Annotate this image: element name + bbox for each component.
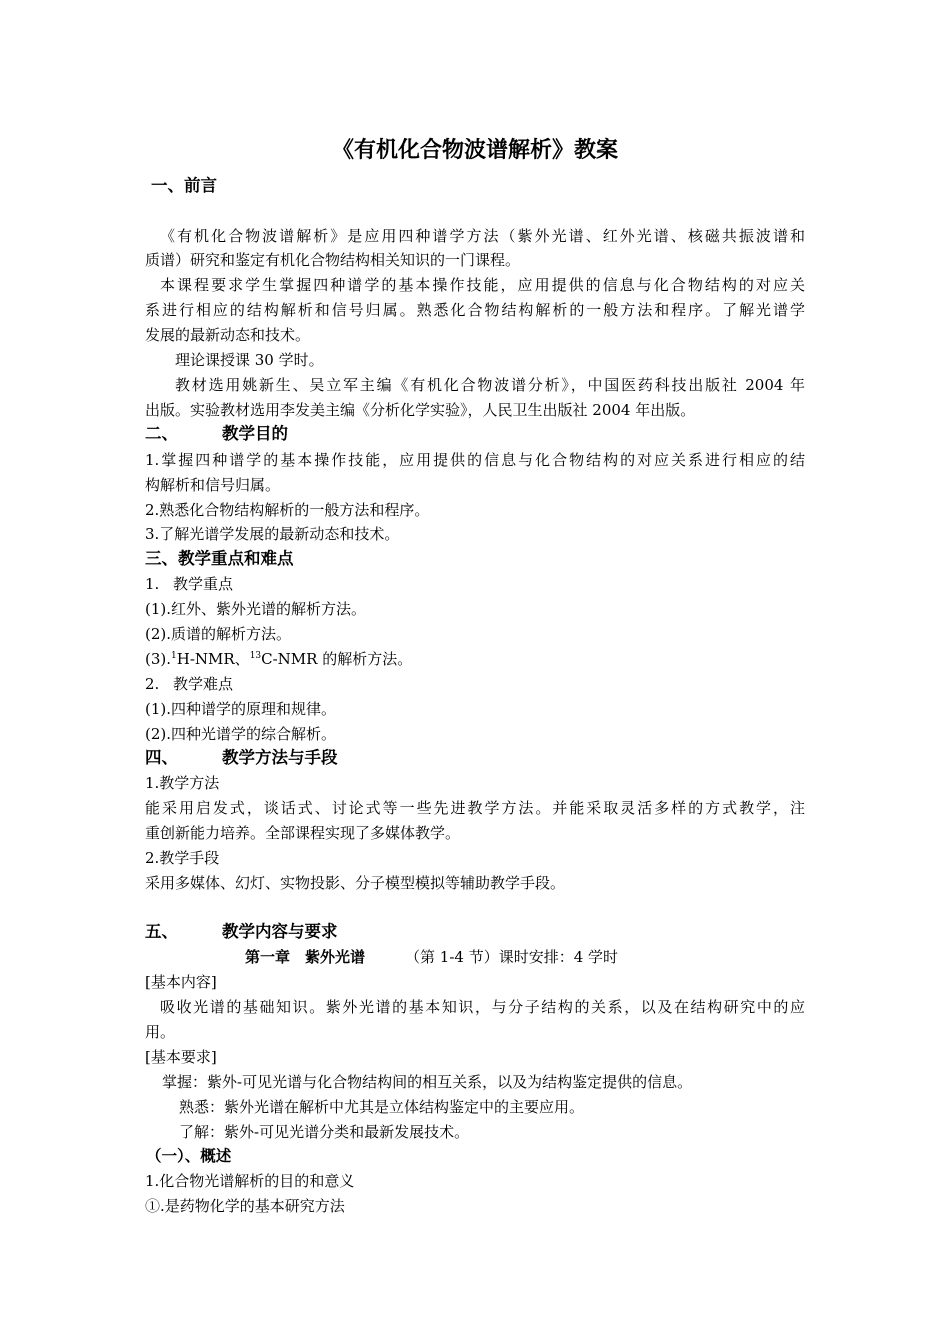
- s3-key-item-2: (2).质谱的解析方法。: [145, 625, 292, 643]
- chapter-1-title: 第一章 紫外光谱: [245, 948, 366, 966]
- section-4-title: 教学方法与手段: [222, 748, 338, 767]
- requirement-familiar: 熟悉：紫外光谱在解析中尤其是立体结构鉴定中的主要应用。: [179, 1098, 585, 1116]
- s3-key-item-3-suffix: C-NMR 的解析方法。: [261, 650, 413, 668]
- section-4-heading: [145, 748, 810, 768]
- overview-item-1-a: ①.是药物化学的基本研究方法: [145, 1197, 345, 1215]
- s2-item-3: 3.了解光谱学发展的最新动态和技术。: [145, 525, 400, 543]
- section-5-title: 教学内容与要求: [222, 922, 338, 941]
- s3-key-item-3-mid: H-NMR、: [176, 650, 250, 668]
- s1-para-2-line-2: 系进行相应的结构解析和信号归属。熟悉化合物结构解析的一般方法和程序。了解光谱学: [145, 301, 805, 319]
- s2-item-1-line-1: 1.掌握四种谱学的基本操作技能，应用提供的信息与化合物结构的对应关系进行相应的结: [145, 451, 805, 469]
- chapter-1-line: [245, 947, 910, 967]
- s3-key-item-3: [145, 649, 810, 669]
- section-1-heading: 一、前言: [151, 176, 217, 195]
- basic-requirements-label: [基本要求]: [145, 1048, 217, 1066]
- s3-key-title: 教学重点: [173, 575, 234, 593]
- s2-item-1-line-2: 构解析和信号归属。: [145, 476, 281, 494]
- s3-difficult-label: [145, 674, 810, 694]
- s1-para-4-line-1: 教材选用姚新生、吴立军主编《有机化合物波谱分析》，中国医药科技出版社 2004 年: [175, 376, 805, 394]
- s4-method-label: 1.教学方法: [145, 774, 220, 792]
- s1-para-2-line-3: 发展的最新动态和技术。: [145, 326, 311, 344]
- subsection-overview-heading: （一）、概述: [146, 1147, 232, 1165]
- s2-item-2: 2.熟悉化合物结构解析的一般方法和程序。: [145, 501, 430, 519]
- requirement-master: 掌握：紫外-可见光谱与化合物结构间的相互关系，以及为结构鉴定提供的信息。: [162, 1073, 693, 1091]
- s3-key-item-1: (1).红外、紫外光谱的解析方法。: [145, 600, 367, 618]
- section-5-heading: [145, 922, 810, 942]
- s1-para-1-line-2: 质谱）研究和鉴定有机化合物结构相关知识的一门课程。: [145, 251, 521, 269]
- basic-content-line-2: 用。: [145, 1023, 176, 1041]
- s4-means-label: 2.教学手段: [145, 849, 220, 867]
- document-title: 《有机化合物波谱解析》教案: [331, 138, 618, 163]
- requirement-understand: 了解：紫外-可见光谱分类和最新发展技术。: [179, 1123, 470, 1141]
- chapter-1-info: （第 1-4 节）课时安排：4 学时: [405, 948, 619, 966]
- s3-key-item-3-sup-1: 1: [171, 651, 177, 661]
- s4-method-line-1: 能采用启发式，谈话式、讨论式等一些先进教学方法。并能采取灵活多样的方式教学，注: [145, 799, 805, 817]
- section-4-number: 四、: [145, 748, 178, 767]
- s3-key-points-label: [145, 574, 810, 594]
- s3-difficult-item-1: (1).四种谱学的原理和规律。: [145, 700, 337, 718]
- basic-content-label: [基本内容]: [145, 973, 217, 991]
- s3-difficult-item-2: (2).四种光谱学的综合解析。: [145, 725, 337, 743]
- s3-key-item-3-prefix: (3).: [145, 650, 172, 668]
- s3-difficult-number: 2.: [145, 675, 160, 693]
- s3-key-number: 1.: [145, 575, 160, 593]
- section-2-title: 教学目的: [222, 424, 288, 443]
- s1-para-2-line-1: 本课程要求学生掌握四种谱学的基本操作技能，应用提供的信息与化合物结构的对应关: [160, 276, 805, 294]
- s4-method-line-2: 重创新能力培养。全部课程实现了多媒体教学。: [145, 824, 461, 842]
- s1-para-3: 理论课授课 30 学时。: [175, 351, 324, 369]
- overview-item-1: 1.化合物光谱解析的目的和意义: [145, 1172, 355, 1190]
- section-5-number: 五、: [145, 922, 178, 941]
- s3-key-item-3-sup-13: 13: [249, 651, 262, 661]
- s1-para-4-line-2: 出版。实验教材选用李发美主编《分析化学实验》，人民卫生出版社 2004 年出版。: [145, 401, 696, 419]
- section-2-heading: [145, 424, 810, 444]
- section-3-heading: 三、教学重点和难点: [145, 549, 294, 568]
- basic-content-line-1: 吸收光谱的基础知识。紫外光谱的基本知识，与分子结构的关系，以及在结构研究中的应: [160, 998, 805, 1016]
- section-2-number: 二、: [145, 424, 178, 443]
- s4-means-text: 采用多媒体、幻灯、实物投影、分子模型模拟等辅助教学手段。: [145, 874, 566, 892]
- s3-difficult-title: 教学难点: [173, 675, 234, 693]
- s1-para-1-line-1: 《有机化合物波谱解析》是应用四种谱学方法（紫外光谱、红外光谱、核磁共振波谱和: [160, 227, 805, 245]
